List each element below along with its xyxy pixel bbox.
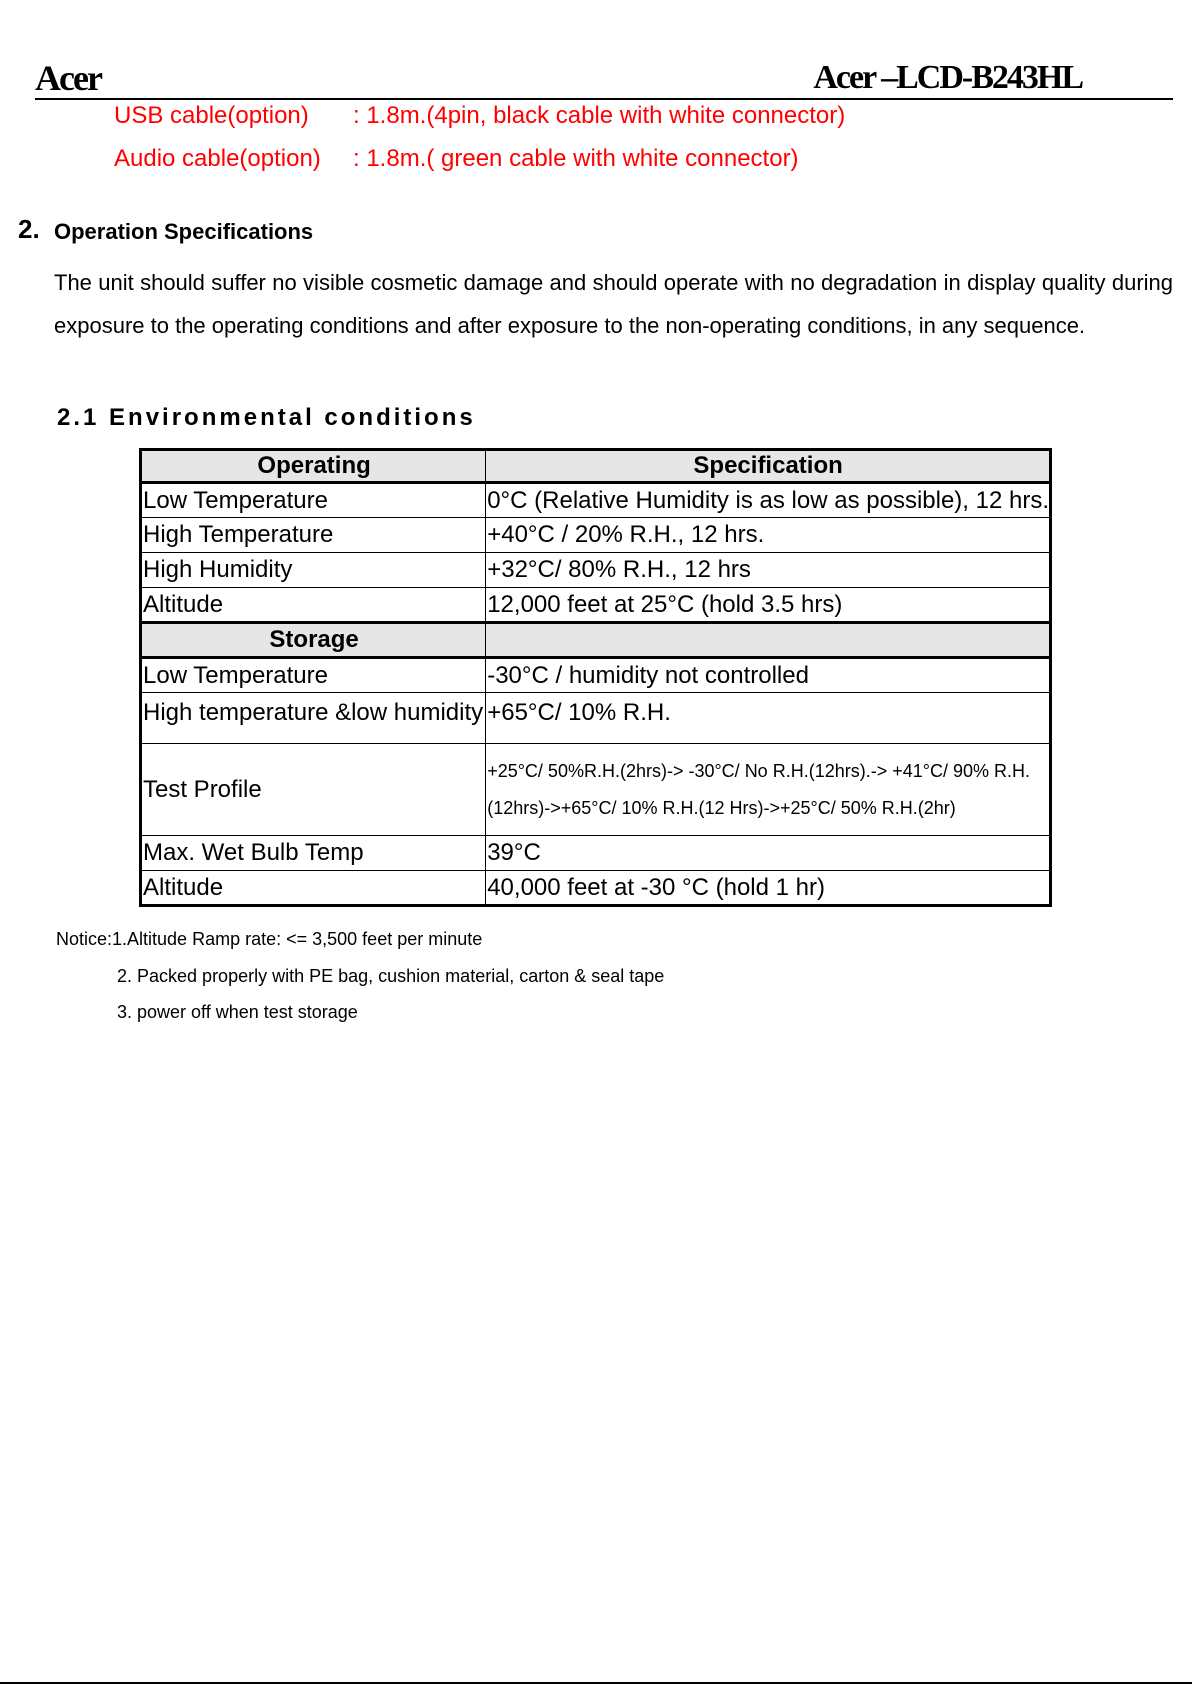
header-storage-empty bbox=[486, 623, 1051, 658]
table-row bbox=[141, 553, 1051, 588]
section-paragraph: The unit should suffer no visible cosmetic damage and should operate with no degradation in display quality during exposure to the operating conditions and after exposure to the non-operating conditions, in any sequence. bbox=[54, 270, 1173, 338]
row-spec: -30°C / humidity not controlled bbox=[486, 658, 1051, 693]
row-spec: 39°C bbox=[486, 836, 1051, 871]
row-spec: +32°C/ 80% R.H., 12 hrs bbox=[486, 553, 1051, 588]
row-name: Altitude bbox=[141, 871, 486, 906]
audio-cable-value: : 1.8m.( green cable with white connector) bbox=[353, 145, 799, 172]
header-specification: Specification bbox=[486, 450, 1051, 483]
row-spec: 0°C (Relative Humidity is as low as possible), 12 hrs. bbox=[486, 483, 1051, 518]
table-row bbox=[141, 518, 1051, 553]
model-title: Acer –LCD-B243HL bbox=[813, 59, 1082, 96]
table-row bbox=[141, 483, 1051, 518]
usb-cable-value: : 1.8m.(4pin, black cable with white connector) bbox=[353, 102, 846, 129]
table-header-row bbox=[141, 450, 1051, 483]
row-name: High Temperature bbox=[141, 518, 486, 553]
table-row bbox=[141, 658, 1051, 693]
table-row bbox=[141, 744, 1051, 836]
notice-3: 3. power off when test storage bbox=[117, 1002, 358, 1022]
audio-cable-label: Audio cable(option) bbox=[114, 145, 321, 172]
row-spec: +40°C / 20% R.H., 12 hrs. bbox=[486, 518, 1051, 553]
row-spec: +25°C/ 50%R.H.(2hrs)-> -30°C/ No R.H.(12hrs).-> +41°C/ 90% R.H.(12hrs)->+65°C/ 10% R.H.(12 Hrs)->+25°C/ 50% R.H.(2hr) bbox=[486, 744, 1051, 836]
environmental-conditions-table bbox=[139, 448, 1052, 907]
row-name: Low Temperature bbox=[141, 658, 486, 693]
subsection-title: 2.1 Environmental conditions bbox=[57, 404, 476, 431]
row-spec: +65°C/ 10% R.H. bbox=[486, 693, 1051, 744]
notice-2: 2. Packed properly with PE bag, cushion material, carton & seal tape bbox=[117, 966, 665, 986]
notice-1: Notice:1.Altitude Ramp rate: <= 3,500 feet per minute bbox=[56, 929, 483, 949]
footer-divider bbox=[0, 1682, 1192, 1684]
brand-logo-text: Acer bbox=[35, 58, 101, 98]
row-spec: 40,000 feet at -30 °C (hold 1 hr) bbox=[486, 871, 1051, 906]
row-name: High Humidity bbox=[141, 553, 486, 588]
table-row bbox=[141, 588, 1051, 623]
table-row bbox=[141, 836, 1051, 871]
table-row bbox=[141, 871, 1051, 906]
row-spec: 12,000 feet at 25°C (hold 3.5 hrs) bbox=[486, 588, 1051, 623]
row-name: Low Temperature bbox=[141, 483, 486, 518]
header-operating: Operating bbox=[141, 450, 486, 483]
section-number: 2. bbox=[18, 214, 40, 244]
header-storage: Storage bbox=[141, 623, 486, 658]
row-name: Altitude bbox=[141, 588, 486, 623]
storage-header-row bbox=[141, 623, 1051, 658]
row-name: High temperature &low humidity bbox=[141, 693, 486, 744]
usb-cable-label: USB cable(option) bbox=[114, 102, 309, 129]
header-divider bbox=[35, 98, 1173, 100]
table-row bbox=[141, 693, 1051, 744]
row-name: Max. Wet Bulb Temp bbox=[141, 836, 486, 871]
section-title: Operation Specifications bbox=[54, 219, 314, 244]
row-name: Test Profile bbox=[141, 744, 486, 836]
